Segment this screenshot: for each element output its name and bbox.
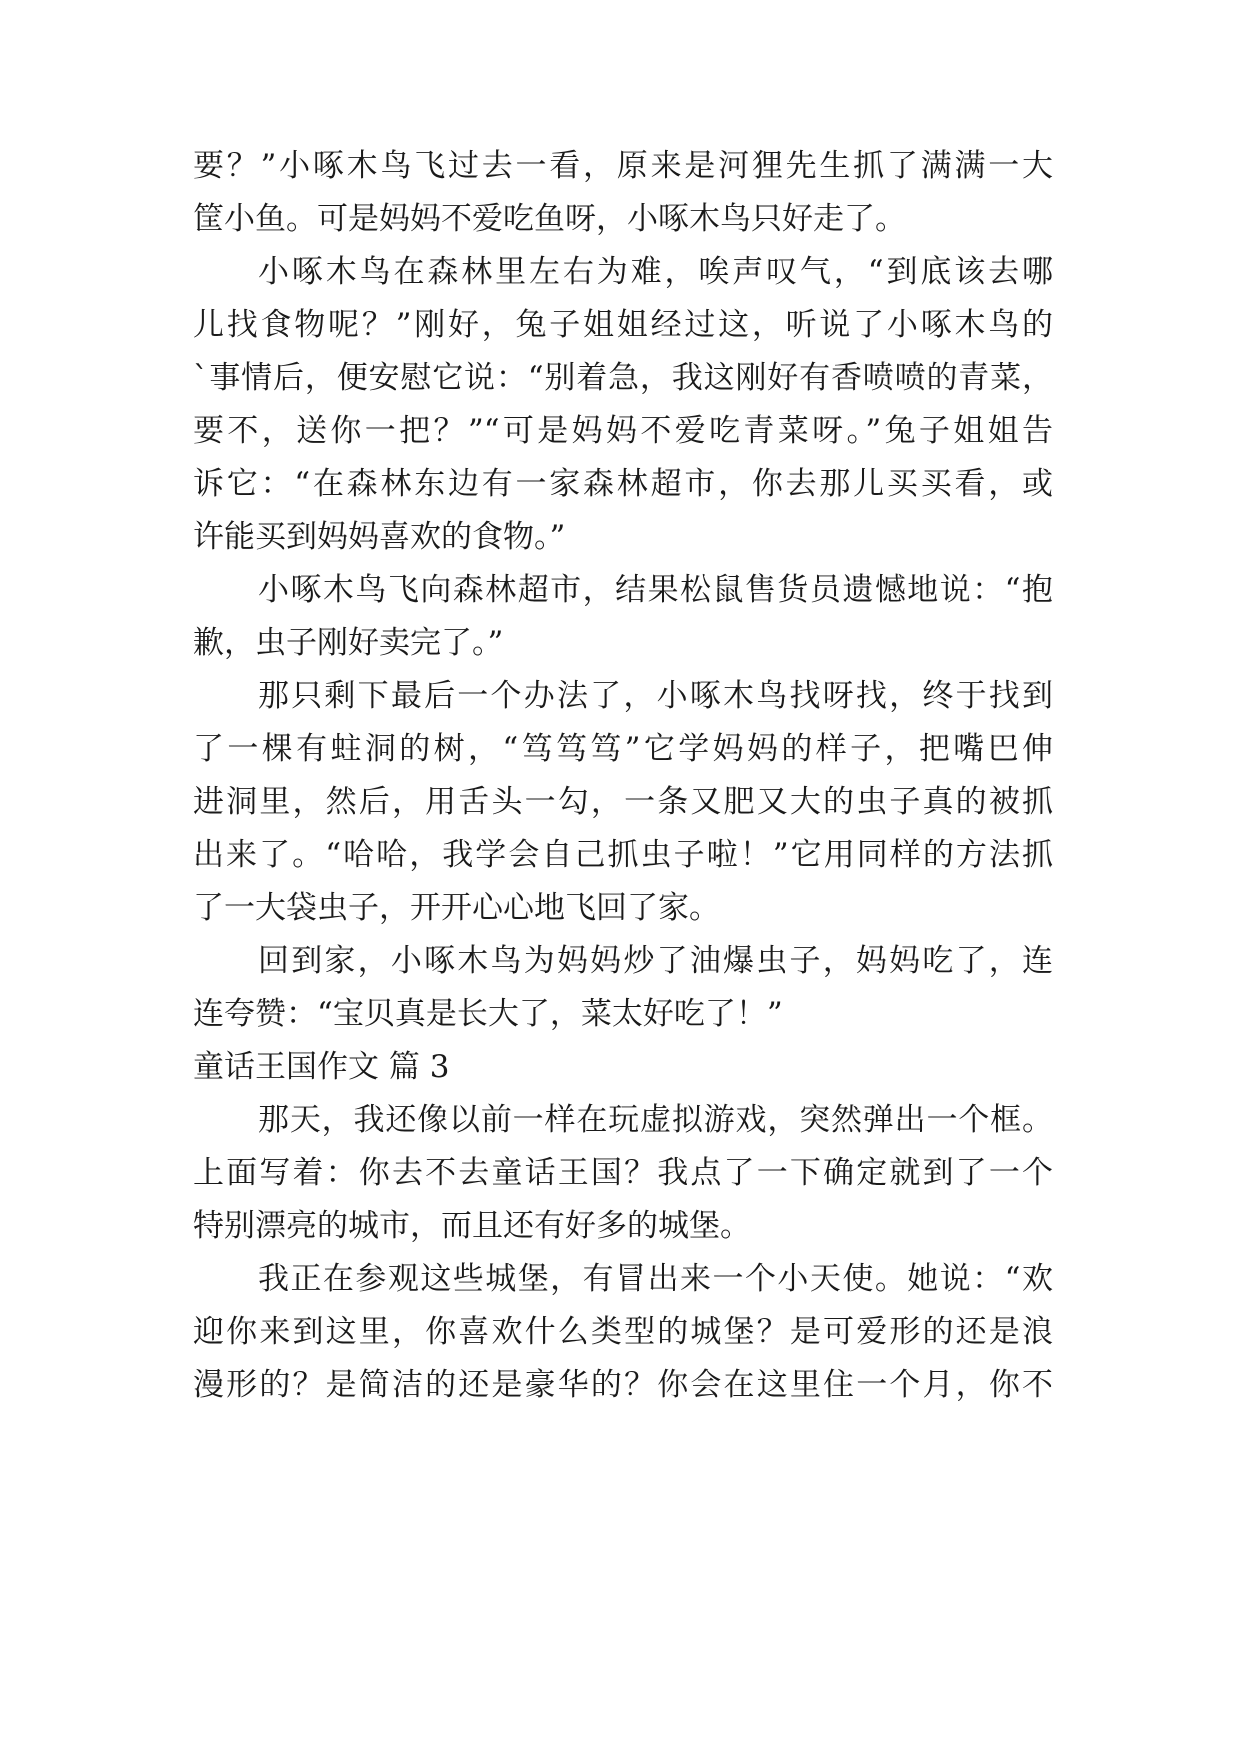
section-heading: 童话王国作文 篇 3 bbox=[193, 1049, 450, 1085]
paragraph-start-line: 那只剩下最后一个办法了，小啄木鸟找呀找，终于找到 bbox=[258, 678, 1053, 714]
text-line: 出来了。“哈哈，我学会自己抓虫子啦！”它用同样的方法抓 bbox=[193, 837, 1053, 873]
text-line: 要？”小啄木鸟飞过去一看，原来是河狸先生抓了满满一大 bbox=[193, 148, 1053, 184]
text-line: 了一棵有蛀洞的树，“笃笃笃”它学妈妈的样子，把嘴巴伸 bbox=[193, 731, 1053, 767]
paragraph-start-line: 小啄木鸟飞向森林超市，结果松鼠售货员遗憾地说：“抱 bbox=[258, 572, 1053, 608]
paragraph-start-line: 小啄木鸟在森林里左右为难，唉声叹气，“到底该去哪 bbox=[258, 254, 1053, 290]
text-line: 连夸赞：“宝贝真是长大了，菜太好吃了！” bbox=[193, 996, 783, 1032]
paragraph-start-line: 回到家，小啄木鸟为妈妈炒了油爆虫子，妈妈吃了，连 bbox=[258, 943, 1053, 979]
paragraph-start-line: 我正在参观这些城堡，有冒出来一个小天使。她说：“欢 bbox=[258, 1261, 1053, 1297]
paragraph-start-line: 那天，我还像以前一样在玩虚拟游戏，突然弹出一个框。 bbox=[258, 1102, 1053, 1138]
text-line: 歉，虫子刚好卖完了。” bbox=[193, 625, 504, 661]
text-line: 漫形的？是简洁的还是豪华的？你会在这里住一个月，你不 bbox=[193, 1367, 1053, 1403]
text-line: 要不，送你一把？”“可是妈妈不爱吃青菜呀。”兔子姐姐告 bbox=[193, 413, 1053, 449]
text-line: 进洞里，然后，用舌头一勾，一条又肥又大的虫子真的被抓 bbox=[193, 784, 1053, 820]
text-line: 筐小鱼。可是妈妈不爱吃鱼呀，小啄木鸟只好走了。 bbox=[193, 201, 906, 237]
text-line: 儿找食物呢？”刚好，兔子姐姐经过这，听说了小啄木鸟的 bbox=[193, 307, 1053, 343]
text-line: 诉它：“在森林东边有一家森林超市，你去那儿买买看，或 bbox=[193, 466, 1053, 502]
text-line: 迎你来到这里，你喜欢什么类型的城堡？是可爱形的还是浪 bbox=[193, 1314, 1053, 1350]
text-line: 上面写着：你去不去童话王国？我点了一下确定就到了一个 bbox=[193, 1155, 1053, 1191]
text-line: 特别漂亮的城市，而且还有好多的城堡。 bbox=[193, 1208, 751, 1244]
text-line: 许能买到妈妈喜欢的食物。” bbox=[193, 519, 566, 555]
text-line: `事情后，便安慰它说：“别着急，我这刚好有香喷喷的青菜， bbox=[193, 360, 1053, 396]
text-line: 了一大袋虫子，开开心心地飞回了家。 bbox=[193, 890, 720, 926]
